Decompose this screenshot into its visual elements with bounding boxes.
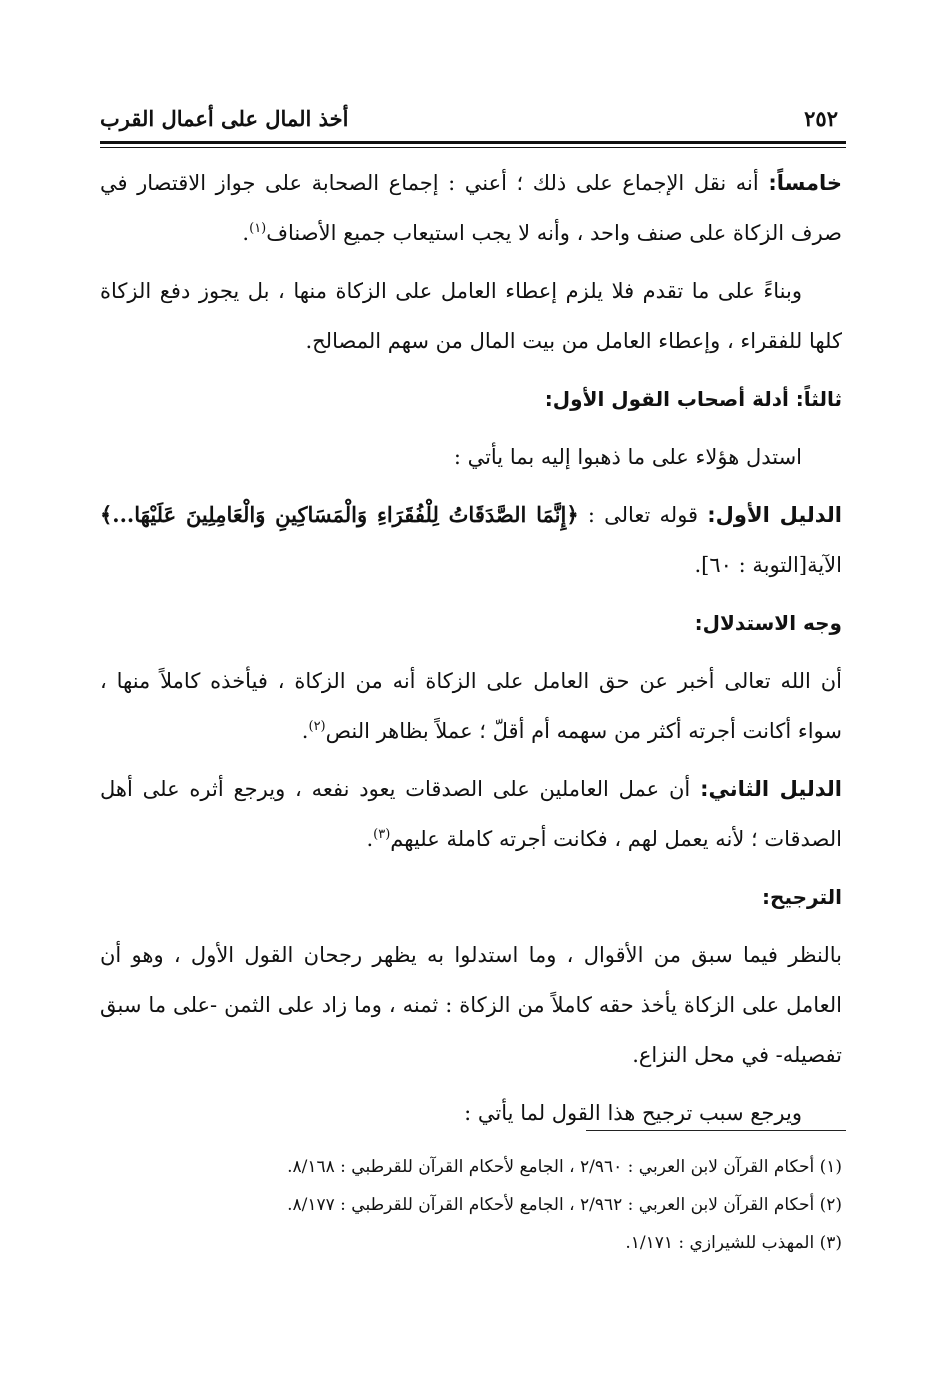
paragraph-first-evidence bbox=[100, 490, 842, 590]
paragraph-body: أن عمل العاملين على الصدقات يعود نفعه ، ويرجع أثره على أهل الصدقات ؛ لأنه يعمل لهم ، فكانت أجرته كاملة عليهم bbox=[100, 777, 842, 851]
header-rule-thin bbox=[100, 147, 846, 148]
paragraph-fifth-point bbox=[100, 158, 842, 258]
paragraph-body: أن الله تعالى أخبر عن حق العامل على الزكاة أنه من الزكاة ، فيأخذه كاملاً منها ، سواء أكانت أجرته أكثر من سهمه أم أقلّ ؛ عملاً بظاهر النص bbox=[100, 669, 842, 743]
paragraph-end: . bbox=[366, 827, 374, 851]
paragraph-inference bbox=[100, 656, 842, 756]
footnotes bbox=[100, 1148, 842, 1262]
footnote-2: (٢) أحكام القرآن لابن العربي : ٢/٩٦٢ ، الجامع لأحكام القرآن للقرطبي : ٨/١٧٧. bbox=[287, 1195, 842, 1215]
paragraph-intro: استدل هؤلاء على ما ذهبوا إليه بما يأتي : bbox=[453, 445, 802, 469]
paragraph-lead: الدليل الأول: bbox=[707, 503, 842, 527]
paragraph-second-evidence bbox=[100, 764, 842, 864]
footnote-divider bbox=[586, 1130, 846, 1131]
page-number: ٢٥٢ bbox=[804, 105, 838, 131]
footnote-ref: (٣) bbox=[373, 827, 391, 842]
paragraph-end: . bbox=[301, 719, 309, 743]
paragraph-body: قوله تعالى : bbox=[578, 503, 708, 527]
section-heading-inference: وجه الاستدلال: bbox=[694, 611, 842, 635]
paragraph-reasons-intro: ويرجع سبب ترجيح هذا القول لما يأتي : bbox=[464, 1101, 802, 1125]
verse-citation: الآية[التوبة : ٦٠]. bbox=[694, 553, 842, 577]
header-rule-thick bbox=[100, 141, 846, 144]
paragraph-lead: الدليل الثاني: bbox=[700, 777, 842, 801]
page-header bbox=[100, 100, 838, 136]
footnote-ref: (١) bbox=[249, 221, 267, 236]
running-title: أخذ المال على أعمال القرب bbox=[100, 105, 349, 131]
quran-verse: ﴿إِنَّمَا الصَّدَقَاتُ لِلْفُقَرَاءِ وَالْمَسَاكِينِ وَالْعَامِلِينَ عَلَيْهَا...﴾ bbox=[100, 502, 579, 527]
footnote-3: (٣) المهذب للشيرازي : ١/١٧١. bbox=[625, 1233, 842, 1253]
paragraph-body: أنه نقل الإجماع على ذلك ؛ أعني : إجماع الصحابة على جواز الاقتصار في صرف الزكاة على صنف واحد ، وأنه لا يجب استيعاب جميع الأصناف bbox=[100, 171, 842, 245]
paragraph-preference: بالنظر فيما سبق من الأقوال ، وما استدلوا به يظهر رجحان القول الأول ، وهو أن العامل على الزكاة يأخذ حقه كاملاً من الزكاة : ثمنه ، وما زاد على الثمن -على ما سبق تفصيله- في محل النزاع. bbox=[100, 943, 842, 1067]
paragraph-lead: خامساً: bbox=[768, 171, 842, 195]
section-heading-preference: الترجيح: bbox=[762, 885, 842, 909]
paragraph-conclusion: وبناءً على ما تقدم فلا يلزم إعطاء العامل على الزكاة منها ، بل يجوز دفع الزكاة كلها للفقراء ، وإعطاء العامل من بيت المال من سهم المصالح. bbox=[100, 279, 842, 353]
paragraph-end: . bbox=[242, 221, 250, 245]
main-text bbox=[100, 158, 842, 1146]
section-heading-evidence: ثالثاً: أدلة أصحاب القول الأول: bbox=[544, 387, 842, 411]
footnote-ref: (٢) bbox=[308, 719, 326, 734]
footnote-1: (١) أحكام القرآن لابن العربي : ٢/٩٦٠ ، الجامع لأحكام القرآن للقرطبي : ٨/١٦٨. bbox=[287, 1157, 842, 1177]
